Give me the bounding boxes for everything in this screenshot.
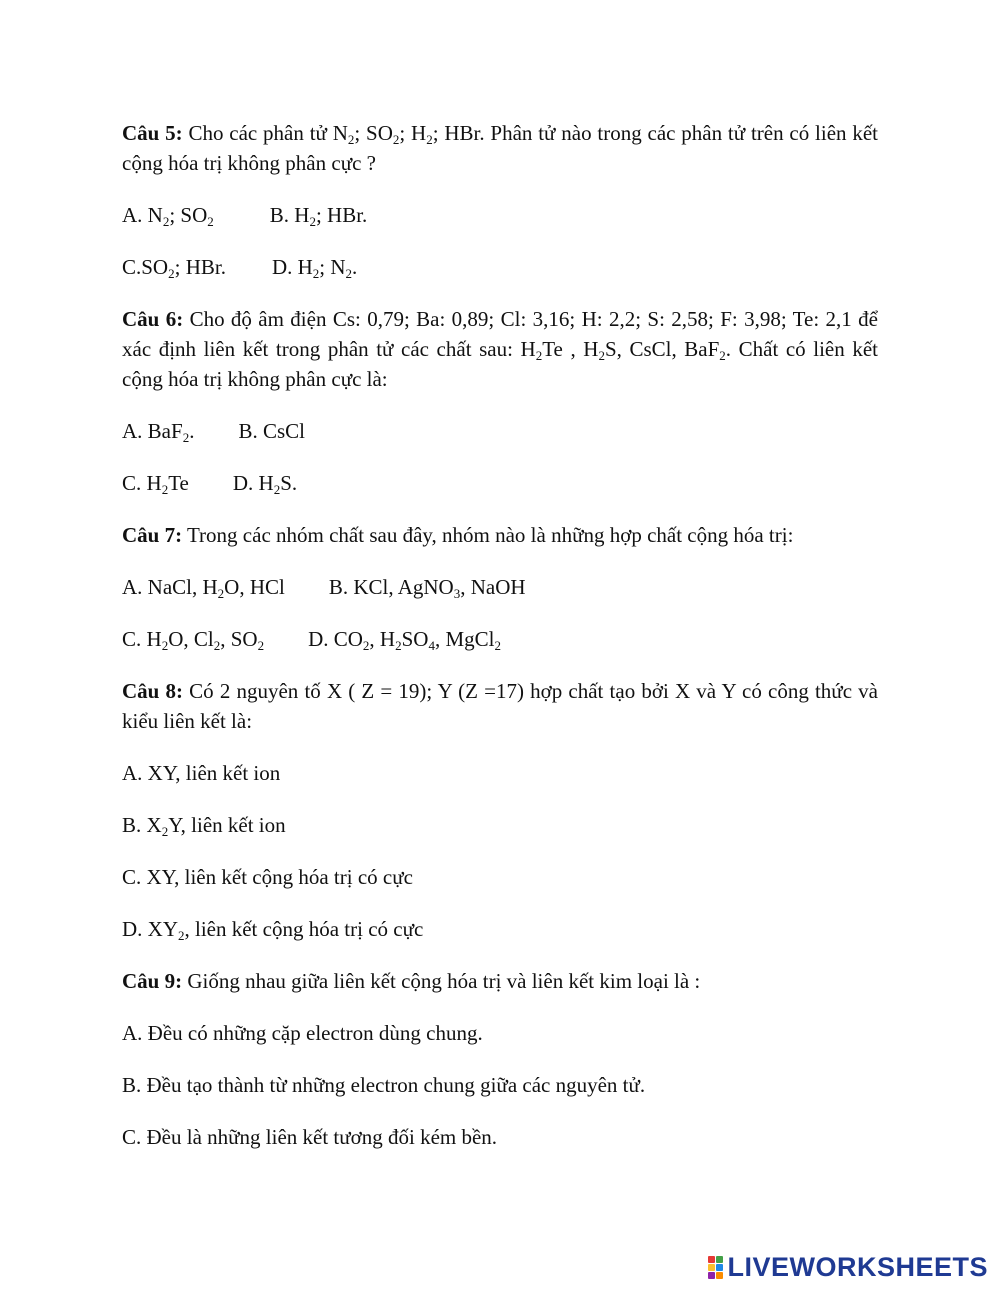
answer-option-c[interactable]: C. Đều là những liên kết tương đối kém bền.	[122, 1125, 498, 1149]
question-6: Câu 6: Cho độ âm điện Cs: 0,79; Ba: 0,89; Cl: 3,16; H: 2,2; S: 2,58; F: 3,98; Te: 2,1 để xác định liên kết trong phân tử các chất sau: $H_2Te$ , $H_2S$, CsCl, BaF$_2$. Chất có liên kết cộng hóa trị không phân cực là:	[122, 307, 878, 391]
liveworksheets-logo-text: LIVEWORKSHEETS	[727, 1251, 988, 1282]
answer-option-c[interactable]: $C.SO_2$; HBr.	[122, 255, 226, 281]
question-label: Câu 6:	[122, 307, 184, 331]
answer-option-b[interactable]: B. KCl, AgNO$_3$, NaOH	[328, 575, 526, 601]
question-8: Câu 8: Có 2 nguyên tố X ( Z = 19); Y (Z =17) hợp chất tạo bởi X và Y có công thức và kiểu liên kết là:	[122, 679, 878, 733]
answer-option-b[interactable]: B. Đều tạo thành từ những electron chung giữa các nguyên tử.	[122, 1073, 646, 1097]
answer-option-row	[122, 416, 878, 446]
answer-option-a[interactable]: A. $N_2$; $SO_2$	[122, 203, 214, 229]
answer-option-b[interactable]: B. CsCl	[238, 419, 305, 443]
answer-option-a[interactable]: A. NaCl, $H_2O$, HCl	[122, 575, 285, 601]
answer-option-b[interactable]: B. $H_2$; HBr.	[269, 203, 368, 229]
answer-option-c[interactable]: C. XY, liên kết cộng hóa trị có cực	[122, 865, 413, 889]
question-5: Câu 5: Cho các phân tử $N_2$; $SO_2$; $H_2$; HBr. Phân tử nào trong các phân tử trên có liên kết cộng hóa trị không phân cực ?	[122, 121, 879, 175]
answer-option-c[interactable]: C. $H_2O$, $Cl_2$, $SO_2$	[122, 627, 265, 653]
question-label: Câu 7:	[122, 523, 183, 547]
answer-option-row	[122, 252, 878, 282]
answer-option-c[interactable]: C. $H_2Te$	[122, 471, 189, 497]
question-label: Câu 8:	[122, 679, 183, 703]
question-label: Câu 9:	[122, 969, 183, 993]
liveworksheets-logo-icon	[708, 1256, 723, 1279]
answer-option-a[interactable]: A. BaF$_2$.	[122, 419, 195, 445]
question-label: Câu 5:	[122, 121, 183, 145]
answer-option-row	[122, 468, 878, 498]
worksheet-page	[122, 118, 878, 1174]
answer-option-row	[122, 572, 878, 602]
liveworksheets-watermark	[708, 1252, 988, 1282]
answer-option-a[interactable]: A. Đều có những cặp electron dùng chung.	[122, 1021, 483, 1045]
answer-option-row	[122, 624, 878, 654]
answer-option-row	[122, 200, 878, 230]
answer-option-d[interactable]: D. $H_2S$.	[232, 471, 298, 497]
answer-option-d[interactable]: D. $CO_2$, $H_2SO_4$, MgCl$_2$	[308, 627, 501, 653]
answer-option-b[interactable]: B. $X_2Y$, liên kết ion	[122, 813, 286, 839]
answer-option-d[interactable]: D. $XY_2$, liên kết cộng hóa trị có cực	[122, 917, 424, 943]
answer-option-a[interactable]: A. XY, liên kết ion	[122, 761, 281, 785]
answer-option-d[interactable]: D. $H_2$; $N_2$.	[271, 255, 358, 281]
question-7: Câu 7: Trong các nhóm chất sau đây, nhóm nào là những hợp chất cộng hóa trị:	[122, 523, 794, 547]
question-9: Câu 9: Giống nhau giữa liên kết cộng hóa trị và liên kết kim loại là :	[122, 969, 701, 993]
